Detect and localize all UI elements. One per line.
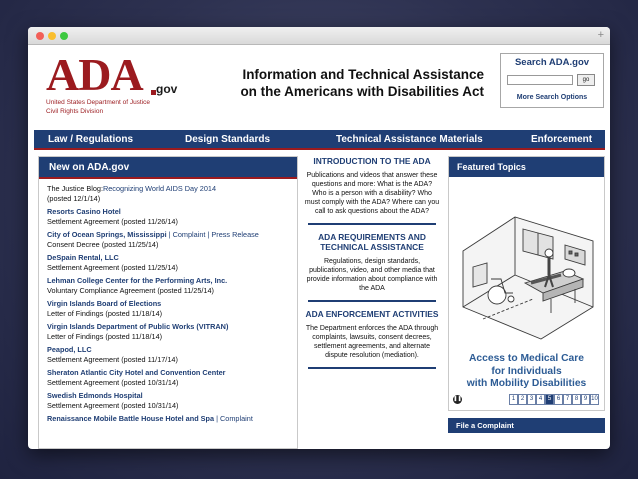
complaint-link[interactable]: Complaint	[220, 414, 253, 423]
slide-page-6[interactable]: 6	[554, 394, 563, 405]
news-title-link[interactable]: Sheraton Atlantic City Hotel and Convention Center	[47, 368, 226, 377]
minimize-window-button[interactable]	[48, 32, 56, 40]
list-item	[47, 322, 289, 341]
news-title-link[interactable]: City of Ocean Springs, Mississippi	[47, 230, 167, 239]
new-on-ada-panel	[38, 156, 298, 449]
ada-logo[interactable]	[46, 49, 178, 116]
news-detail: Consent Decree (posted 11/25/14)	[47, 239, 159, 249]
news-detail: Settlement Agreement (posted 11/25/14)	[47, 262, 178, 272]
news-detail: Letter of Findings (posted 11/18/14)	[47, 331, 163, 341]
separator: |	[205, 230, 212, 239]
news-title-link[interactable]: Virgin Islands Department of Public Works (VITRAN)	[47, 322, 229, 331]
new-tab-plus-icon[interactable]: +	[597, 29, 604, 41]
new-on-ada-heading: New on ADA.gov	[39, 157, 297, 179]
caption-line-1: Access to Medical Care	[468, 353, 585, 364]
enforcement-body: The Department enforces the ADA through complaints, lawsuits, consent decrees, settlement agreements, and alternate dispute resolution (mediation).	[305, 325, 439, 359]
news-list	[39, 179, 297, 424]
list-item	[47, 368, 289, 387]
press-release-link[interactable]: Press Release	[211, 230, 259, 239]
slide-page-9[interactable]: 9	[581, 394, 590, 405]
enforcement-section	[304, 309, 440, 360]
slide-page-3[interactable]: 3	[527, 394, 536, 405]
slide-page-7[interactable]: 7	[563, 394, 572, 405]
news-title-link[interactable]: Peapod, LLC	[47, 345, 92, 354]
nav-enforcement[interactable]: Enforcement	[531, 134, 593, 145]
logo-gov-text: gov	[156, 82, 178, 96]
slide-page-1[interactable]: 1	[509, 394, 518, 405]
search-input[interactable]	[507, 75, 573, 85]
news-title-link[interactable]: Resorts Casino Hotel	[47, 207, 121, 216]
list-item	[47, 391, 289, 410]
news-title-link[interactable]: Swedish Edmonds Hospital	[47, 391, 143, 400]
news-title-link[interactable]: Lehman College Center for the Performing Arts, Inc.	[47, 276, 228, 285]
site-header	[34, 46, 605, 130]
pause-icon[interactable]: ❚❚	[453, 396, 462, 402]
requirements-section	[304, 232, 440, 293]
separator: |	[214, 414, 221, 423]
list-item	[47, 414, 289, 424]
featured-caption[interactable]	[449, 353, 604, 391]
news-detail: (posted 12/1/14)	[47, 193, 101, 203]
news-detail: Letter of Findings (posted 11/18/14)	[47, 308, 163, 318]
search-title: Search ADA.gov	[514, 57, 590, 68]
main-navigation	[34, 130, 605, 150]
tagline-line-2: on the Americans with Disabilities Act	[240, 84, 484, 99]
list-item	[47, 345, 289, 364]
nav-design-standards[interactable]: Design Standards	[185, 134, 271, 145]
more-search-options-link[interactable]: More Search Options	[516, 94, 588, 101]
nav-technical-assistance-materials[interactable]: Technical Assistance Materials	[336, 134, 483, 145]
enforcement-heading-link[interactable]: ADA ENFORCEMENT ACTIVITIES	[305, 309, 439, 319]
exam-room-drawing	[453, 179, 602, 351]
requirements-body: Regulations, design standards, publications, video, and other media that provide information about compliance with the ADA	[306, 258, 438, 292]
news-title-link[interactable]: Recognizing World AIDS Day 2014	[102, 184, 217, 193]
browser-titlebar	[28, 27, 610, 45]
slide-page-2[interactable]: 2	[518, 394, 527, 405]
search-go-button[interactable]: go	[577, 74, 595, 86]
section-divider	[308, 300, 436, 302]
news-title-link[interactable]: Virgin Islands Board of Elections	[47, 299, 162, 308]
separator: |	[166, 230, 173, 239]
news-detail: Settlement Agreement (posted 10/31/14)	[47, 377, 179, 387]
department-line-1: United States Department of Justice	[46, 99, 151, 106]
complaint-link[interactable]: Complaint	[172, 230, 206, 239]
news-title-link[interactable]: DeSpain Rental, LLC	[47, 253, 119, 262]
requirements-heading-link[interactable]: ADA REQUIREMENTS AND TECHNICAL ASSISTANCE	[318, 232, 426, 252]
news-detail: Settlement Agreement (posted 10/31/14)	[47, 400, 179, 410]
list-item	[47, 207, 289, 226]
medical-exam-room-illustration[interactable]	[453, 179, 602, 356]
list-item	[47, 230, 289, 249]
news-prefix: The Justice Blog:	[47, 184, 103, 193]
section-divider	[308, 367, 436, 369]
intro-heading-link[interactable]: INTRODUCTION TO THE ADA	[313, 156, 431, 166]
nav-law-regulations[interactable]: Law / Regulations	[48, 134, 134, 145]
news-detail: Settlement Agreement (posted 11/26/14)	[47, 216, 178, 226]
list-item	[47, 184, 289, 203]
featured-topics-heading: Featured Topics	[449, 157, 604, 177]
file-complaint-button[interactable]: File a Complaint	[448, 418, 605, 433]
logo-ada-text: ADA	[46, 49, 143, 100]
caption-line-2: for Individuals	[491, 365, 562, 377]
slideshow-pager	[453, 394, 601, 406]
section-divider	[308, 223, 436, 225]
slide-page-4[interactable]: 4	[536, 394, 545, 405]
close-window-button[interactable]	[36, 32, 44, 40]
intro-section	[304, 156, 440, 216]
site-tagline	[192, 66, 484, 100]
news-title-link[interactable]: Renaissance Mobile Battle House Hotel and Spa	[47, 414, 215, 423]
browser-window	[28, 27, 610, 449]
slide-page-10[interactable]: 10	[590, 394, 599, 405]
search-panel	[500, 53, 604, 108]
caption-line-3: with Mobility Disabilities	[466, 378, 587, 389]
news-detail: Settlement Agreement (posted 11/17/14)	[47, 354, 178, 364]
zoom-window-button[interactable]	[60, 32, 68, 40]
middle-column	[304, 156, 440, 449]
list-item	[47, 253, 289, 272]
slide-page-5-active[interactable]: 5	[545, 394, 554, 405]
featured-topics-column	[448, 156, 605, 449]
news-detail: Voluntary Compliance Agreement (posted 11/25/14)	[47, 285, 214, 295]
slide-page-8[interactable]: 8	[572, 394, 581, 405]
department-line-2: Civil Rights Division	[46, 108, 104, 115]
list-item	[47, 299, 289, 318]
list-item	[47, 276, 289, 295]
tagline-line-1: Information and Technical Assistance	[242, 67, 484, 82]
intro-body: Publications and videos that answer these questions and more: What is the ADA? Who is a person with a disability? Who must comply with the ADA? Where can you call to ask questions about the ADA?	[304, 172, 440, 215]
ada-webpage	[34, 46, 605, 449]
featured-topics-panel	[448, 156, 605, 411]
